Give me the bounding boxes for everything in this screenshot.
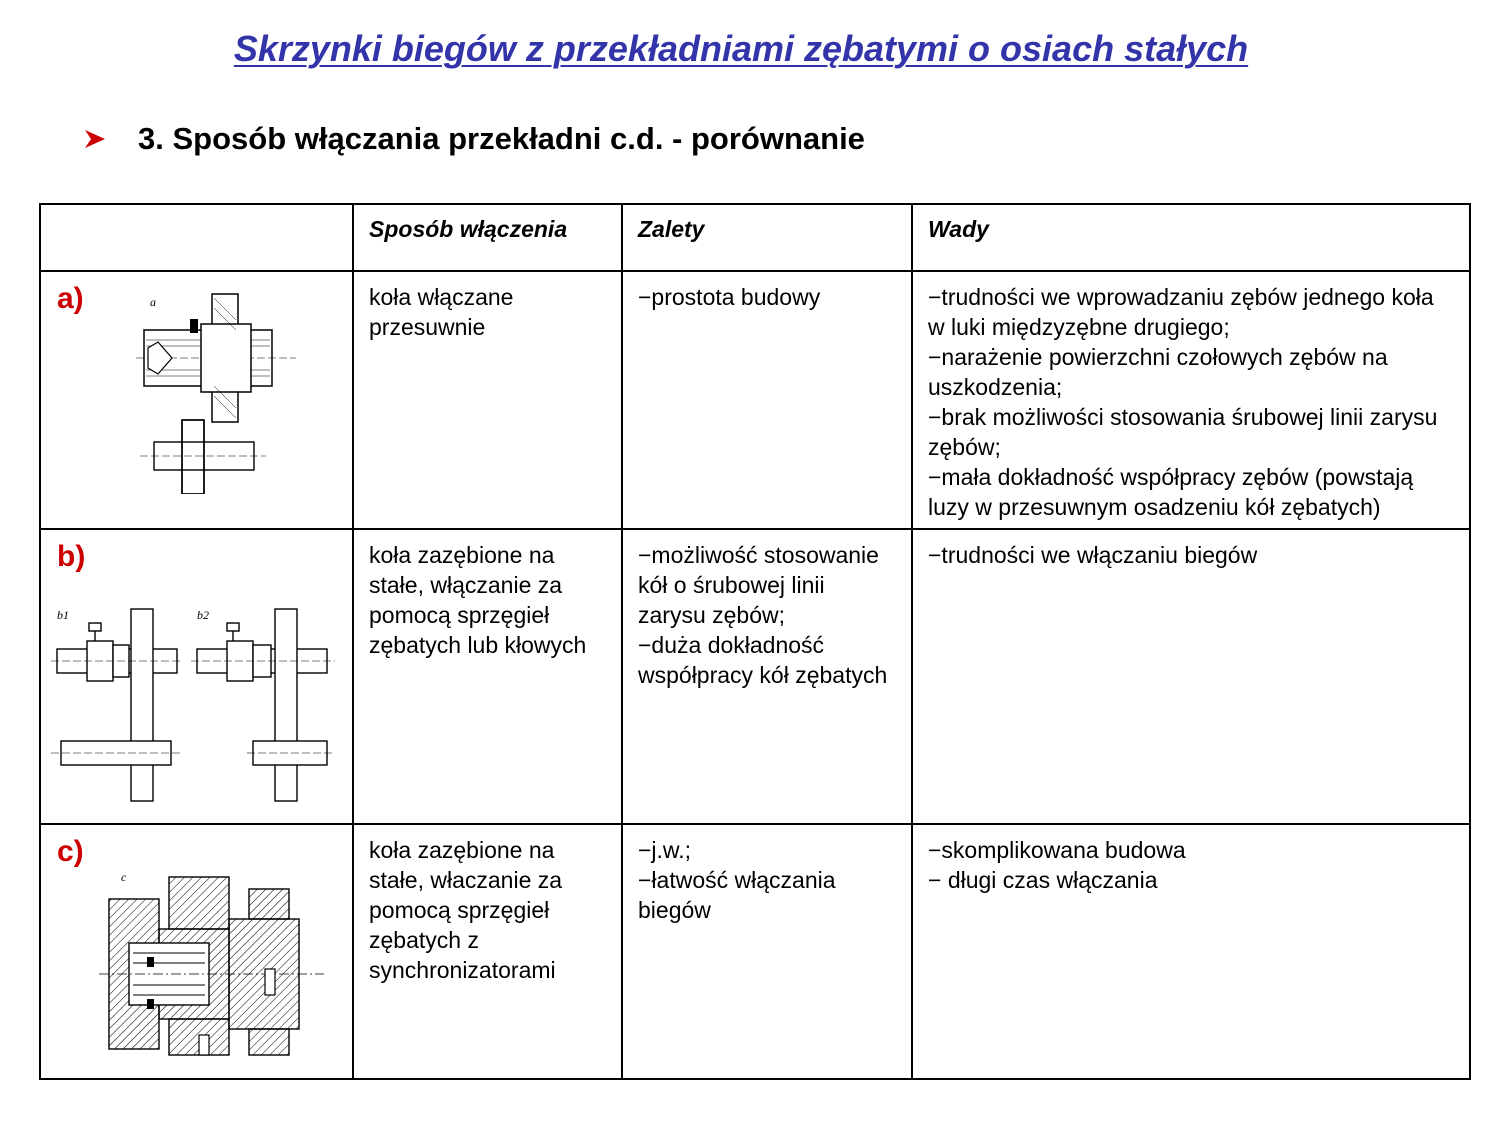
page-title: Skrzynki biegów z przekładniami zębatymi o osiach stałych bbox=[233, 28, 1249, 69]
row-b-disadvantages bbox=[912, 529, 1470, 824]
row-a-disadvantages bbox=[912, 271, 1470, 529]
header-disadvantages: Wady bbox=[912, 204, 1470, 271]
table-row bbox=[40, 824, 1470, 1079]
advantage-item: −możliwość stosowanie kół o śrubowej linii zarysu zębów; bbox=[638, 542, 886, 628]
advantage-item: −j.w.; bbox=[638, 837, 692, 863]
header-empty bbox=[40, 204, 353, 271]
figure-label-b1: b1 bbox=[57, 608, 69, 622]
synchronizer-diagram bbox=[99, 869, 329, 1059]
row-label-a: a) bbox=[57, 282, 84, 315]
row-a-method: koła włączane przesuwnie bbox=[353, 271, 622, 529]
section-subtitle: 3. Sposób włączania przekładni c.d. - porównanie bbox=[138, 121, 865, 156]
disadvantage-item: − długi czas włączania bbox=[928, 867, 1158, 893]
figure-label-c: c bbox=[121, 870, 127, 884]
table-row bbox=[40, 529, 1470, 824]
figure-label-b2: b2 bbox=[197, 608, 209, 622]
header-advantages: Zalety bbox=[622, 204, 912, 271]
row-c-advantages bbox=[622, 824, 912, 1079]
row-label-b: b) bbox=[57, 540, 86, 573]
disadvantage-item: −narażenie powierzchni czołowych zębów na uszkodzenia; bbox=[928, 344, 1395, 400]
subtitle-row bbox=[84, 117, 865, 161]
disadvantage-item: −mała dokładność współpracy zębów (powstają luzy w przesuwnym osadzeniu kół zębatych) bbox=[928, 464, 1420, 520]
row-a-figure-cell bbox=[40, 271, 353, 529]
table-row bbox=[40, 271, 1470, 529]
row-c-figure-cell bbox=[40, 824, 353, 1079]
table-header-row bbox=[40, 204, 1470, 271]
header-method: Sposób włączenia bbox=[353, 204, 622, 271]
row-b-advantages bbox=[622, 529, 912, 824]
row-c-method: koła zazębione na stałe, właczanie za pomocą sprzęgieł zębatych z synchronizatorami bbox=[353, 824, 622, 1079]
row-a-advantages bbox=[622, 271, 912, 529]
arrowhead-bullet-icon bbox=[84, 128, 106, 150]
advantage-item: −prostota budowy bbox=[638, 284, 821, 310]
row-c-disadvantages bbox=[912, 824, 1470, 1079]
advantage-item: −łatwość włączania biegów bbox=[638, 867, 842, 923]
figure-label-a: a bbox=[150, 295, 156, 309]
disadvantage-item: −skomplikowana budowa bbox=[928, 837, 1186, 863]
disadvantage-item: −brak możliwości stosowania śrubowej linii zarysu zębów; bbox=[928, 404, 1444, 460]
disadvantage-item: −trudności we wprowadzaniu zębów jednego koła w luki międzyzębne drugiego; bbox=[928, 284, 1441, 340]
sliding-gear-diagram bbox=[136, 284, 316, 494]
disadvantage-item: −trudności we włączaniu biegów bbox=[928, 542, 1258, 568]
advantage-item: −duża dokładność współpracy kół zębatych bbox=[638, 632, 888, 688]
row-label-c: c) bbox=[57, 835, 84, 868]
comparison-table bbox=[39, 203, 1471, 1080]
row-b-figure-cell bbox=[40, 529, 353, 824]
dog-clutch-diagram bbox=[51, 605, 341, 805]
row-b-method: koła zazębione na stałe, włączanie za pomocą sprzęgieł zębatych lub kłowych bbox=[353, 529, 622, 824]
